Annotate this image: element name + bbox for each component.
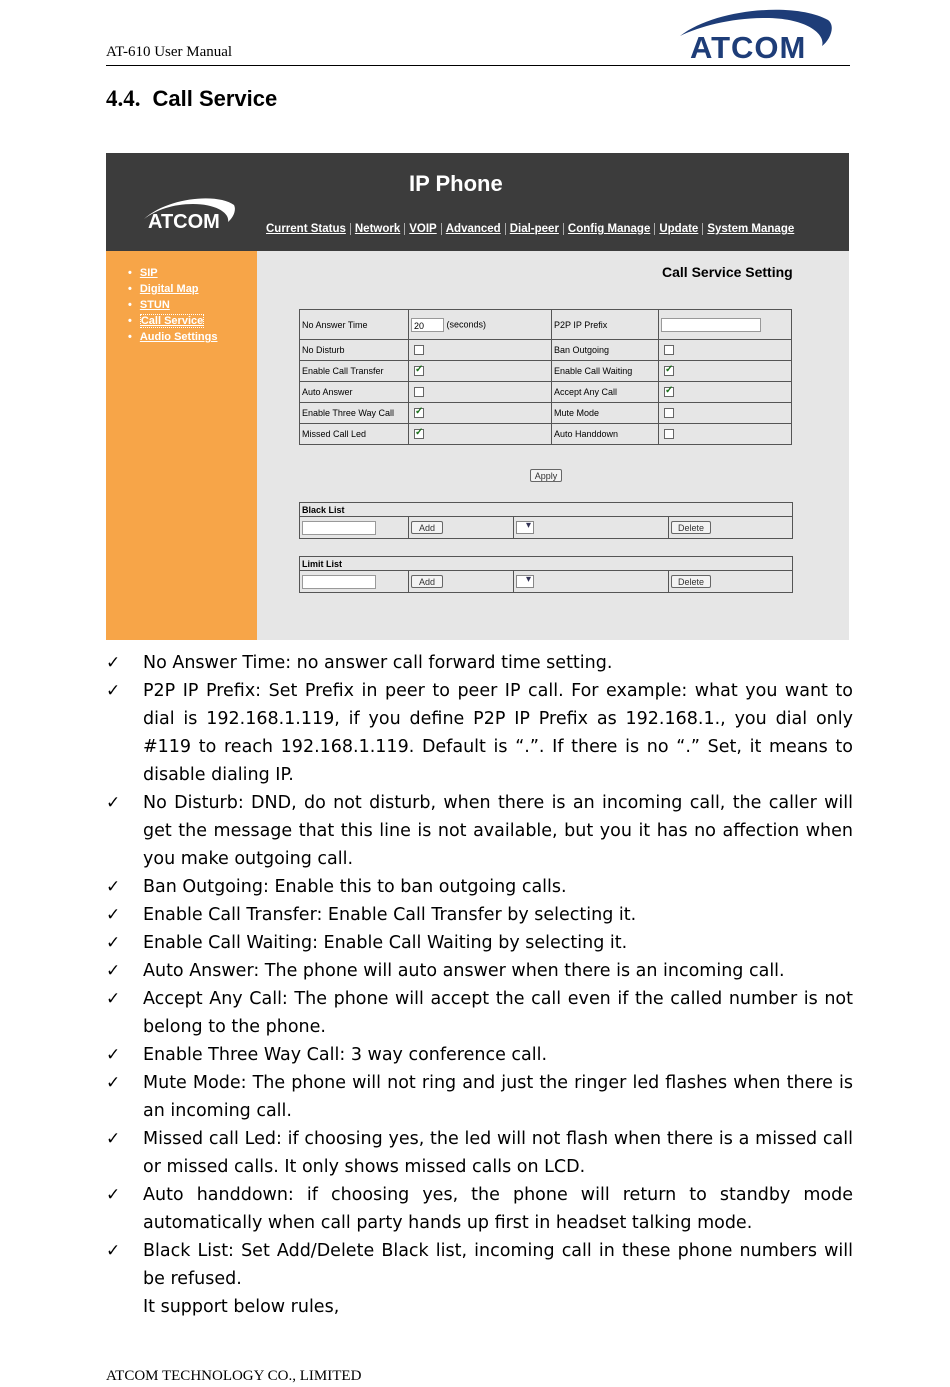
limit-list-input[interactable] [302,575,376,589]
call-service-settings-table [299,309,792,445]
table-row [300,382,792,403]
list-item: ✓ Missed call Led: if choosing yes, the led will not flash when there is a missed call or missed calls. It only shows missed calls on LCD. [106,1125,853,1181]
sidebar-item-stun[interactable]: • STUN [128,297,217,313]
limit-list-title: Limit List [300,557,793,571]
web-ui-nav [266,223,794,235]
list-item: ✓ Enable Call Waiting: Enable Call Waiting by selecting it. [106,929,853,957]
limit-list-select[interactable] [516,575,534,588]
nav-config-manage[interactable]: Config Manage [567,223,651,236]
atcom-logo: ATCOM [690,30,807,65]
table-row [300,424,792,445]
enable-call-transfer-checkbox[interactable] [414,366,424,376]
missed-call-led-checkbox[interactable] [414,429,424,439]
label-mute-mode: Mute Mode [552,403,659,424]
ip-phone-web-ui [106,153,849,640]
list-item: ✓ No Answer Time: no answer call forward time setting. [106,649,853,677]
panel-title: Call Service Setting [662,264,793,280]
table-row [300,310,792,340]
black-list-table [299,502,793,539]
black-list-input[interactable] [302,521,376,535]
limit-list-add-button[interactable]: Add [411,575,443,588]
table-row [300,361,792,382]
label-enable-call-waiting: Enable Call Waiting [552,361,659,382]
limit-list-delete-button[interactable]: Delete [671,575,711,588]
accept-any-call-checkbox[interactable] [664,387,674,397]
nav-current-status[interactable]: Current Status [266,223,346,236]
web-ui-logo: ATCOM [148,211,220,233]
nav-voip[interactable]: VOIP [409,223,437,236]
label-p2p-ip-prefix: P2P IP Prefix [552,310,659,340]
header-rule [106,65,850,66]
list-item: ✓ P2P IP Prefix: Set Prefix in peer to peer IP call. For example: what you want to dial is 192.168.1.119, if you define P2P IP Prefix as 192.168.1., you dial only #119 to reach 192.168.1.119. Default is “.”. If there is no “.” Set, it means to disable dialing IP. [106,677,853,789]
list-item: ✓ Ban Outgoing: Enable this to ban outgoing calls. [106,873,853,901]
black-list-select[interactable] [516,521,534,534]
no-answer-time-input[interactable]: 20 [411,318,444,332]
sidebar-item-sip[interactable]: • SIP [128,265,217,281]
section-title-text: Call Service [152,86,278,111]
nav-system-manage[interactable]: System Manage [707,223,795,236]
web-ui-sidebar [106,251,257,640]
list-item: ✓ No Disturb: DND, do not disturb, when there is an incoming call, the caller will get the message that this line is not available, but you it has no affection when you make outgoing call. [106,789,853,873]
label-ban-outgoing: Ban Outgoing [552,340,659,361]
ban-outgoing-checkbox[interactable] [664,345,674,355]
nav-advanced[interactable]: Advanced [445,223,501,236]
document-title: AT-610 User Manual [106,44,233,60]
list-item: ✓ Auto handdown: if choosing yes, the phone will return to standby mode automatically when call party hands up first in headset talking mode. [106,1181,853,1237]
sidebar-item-digital-map[interactable]: • Digital Map [128,281,217,297]
p2p-ip-prefix-input[interactable] [661,318,761,332]
mute-mode-checkbox[interactable] [664,408,674,418]
label-no-answer-time: No Answer Time [300,310,409,340]
enable-call-waiting-checkbox[interactable] [664,366,674,376]
nav-update[interactable]: Update [659,223,699,236]
label-auto-answer: Auto Answer [300,382,409,403]
nav-network[interactable]: Network [354,223,401,236]
web-ui-header: ATCOM IP Phone Current Status Network VOIP Advanced Dial-peer Config Manage Update System Manage [106,153,849,251]
apply-button[interactable]: Apply [530,469,562,482]
list-item: ✓ Accept Any Call: The phone will accept the call even if the called number is not belong to the phone. [106,985,853,1041]
enable-three-way-call-checkbox[interactable] [414,408,424,418]
sidebar-item-call-service[interactable]: • Call Service [128,313,217,329]
section-title [106,86,277,112]
auto-answer-checkbox[interactable] [414,387,424,397]
label-enable-call-transfer: Enable Call Transfer [300,361,409,382]
black-list-delete-button[interactable]: Delete [671,521,711,534]
no-disturb-checkbox[interactable] [414,345,424,355]
table-row [300,403,792,424]
list-item: ✓ Black List: Set Add/Delete Black list, incoming call in these phone numbers will be refused. [106,1237,853,1293]
label-auto-handdown: Auto Handdown [552,424,659,445]
footer-company: ATCOM TECHNOLOGY CO., LIMITED [106,1368,362,1384]
label-no-disturb: No Disturb [300,340,409,361]
list-item: ✓ Mute Mode: The phone will not ring and just the ringer led flashes when there is an incoming call. [106,1069,853,1125]
list-item: ✓ Enable Call Transfer: Enable Call Transfer by selecting it. [106,901,853,929]
section-number: 4.4. [106,86,141,111]
feature-description-list [106,649,853,1321]
no-answer-time-unit: (seconds) [446,318,487,329]
auto-handdown-checkbox[interactable] [664,429,674,439]
limit-list-table [299,556,793,593]
label-enable-three-way-call: Enable Three Way Call [300,403,409,424]
nav-dial-peer[interactable]: Dial-peer [509,223,559,236]
list-item: ✓ Auto Answer: The phone will auto answer when there is an incoming call. [106,957,853,985]
black-list-add-button[interactable]: Add [411,521,443,534]
label-missed-call-led: Missed Call Led [300,424,409,445]
rules-intro-text: It support below rules, [143,1297,340,1317]
table-row [300,340,792,361]
sidebar-item-audio-settings[interactable]: • Audio Settings [128,329,217,345]
list-item: ✓ Enable Three Way Call: 3 way conference call. [106,1041,853,1069]
black-list-title: Black List [300,503,793,517]
label-accept-any-call: Accept Any Call [552,382,659,403]
